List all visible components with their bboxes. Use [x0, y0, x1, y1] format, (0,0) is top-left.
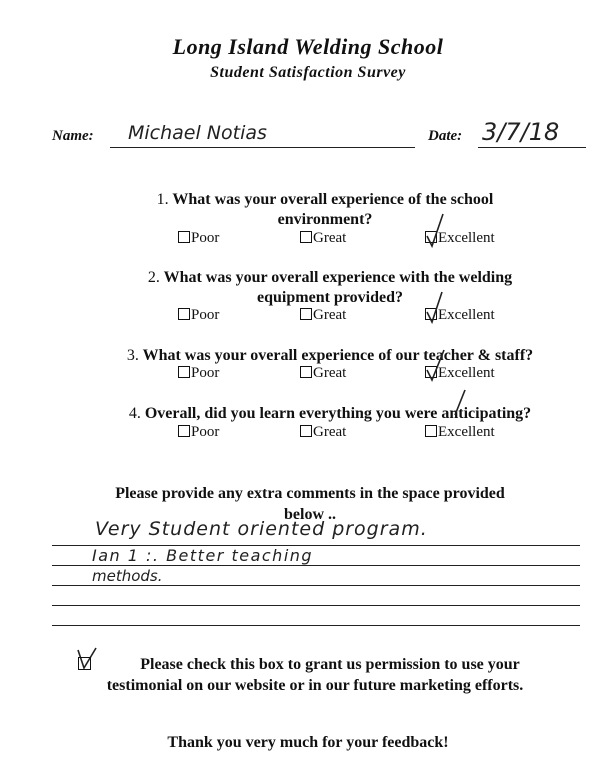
option-excellent[interactable]: Excellent — [425, 365, 495, 382]
permission-text: Please check this box to grant us permission to use your testimonial on our website or in our future marketing efforts. — [106, 656, 524, 694]
check-mark-icon — [455, 390, 465, 415]
comment-line — [52, 625, 580, 626]
date-field[interactable]: 3/7/18 — [482, 118, 560, 146]
option-poor[interactable]: Poor — [178, 230, 219, 247]
question-text-continued: equipment provided? — [257, 289, 403, 306]
question-text: What was your overall experience of our teacher & staff? — [142, 347, 534, 364]
option-excellent[interactable]: Excellent — [425, 307, 495, 324]
name-label: Name: — [52, 128, 94, 144]
option-great[interactable]: Great — [300, 307, 346, 324]
option-great[interactable]: Great — [300, 230, 346, 247]
check-mark-icon — [427, 214, 443, 246]
question-number: 3. — [126, 347, 139, 364]
comment-line — [52, 585, 580, 586]
option-poor[interactable]: Poor — [178, 424, 219, 441]
comments-prompt: Please provide any extra comments in the space provided below .. — [115, 485, 505, 523]
comment-line — [52, 565, 580, 566]
question-text: What was your overall experience of the school — [172, 191, 494, 208]
name-field[interactable]: Michael Notias — [128, 122, 267, 144]
question-text-continued: environment? — [277, 211, 373, 228]
question-number: 4. — [128, 405, 141, 422]
option-great[interactable]: Great — [300, 424, 346, 441]
comment-text[interactable]: methods. — [92, 567, 163, 585]
option-poor[interactable]: Poor — [178, 365, 219, 382]
check-mark-icon — [427, 292, 442, 322]
question-number: 2. — [147, 269, 160, 286]
comment-text[interactable]: Very Student oriented program. — [95, 518, 428, 540]
school-name: Long Island Welding School — [172, 34, 444, 59]
comment-line — [52, 605, 580, 606]
question-text: Overall, did you learn everything you were anticipating? — [144, 405, 532, 422]
survey-title: Student Satisfaction Survey — [210, 64, 406, 81]
question-number: 1. — [156, 191, 169, 208]
question-text: What was your overall experience with the welding — [163, 269, 513, 286]
option-excellent[interactable]: Excellent — [425, 424, 495, 441]
option-great[interactable]: Great — [300, 365, 346, 382]
comment-text[interactable]: Ian 1 :. Better teaching — [92, 546, 314, 565]
date-label: Date: — [428, 128, 463, 144]
option-poor[interactable]: Poor — [178, 307, 219, 324]
option-excellent[interactable]: Excellent — [425, 230, 495, 247]
thank-you-message: Thank you very much for your feedback! — [167, 734, 449, 751]
check-mark-icon — [427, 350, 444, 380]
